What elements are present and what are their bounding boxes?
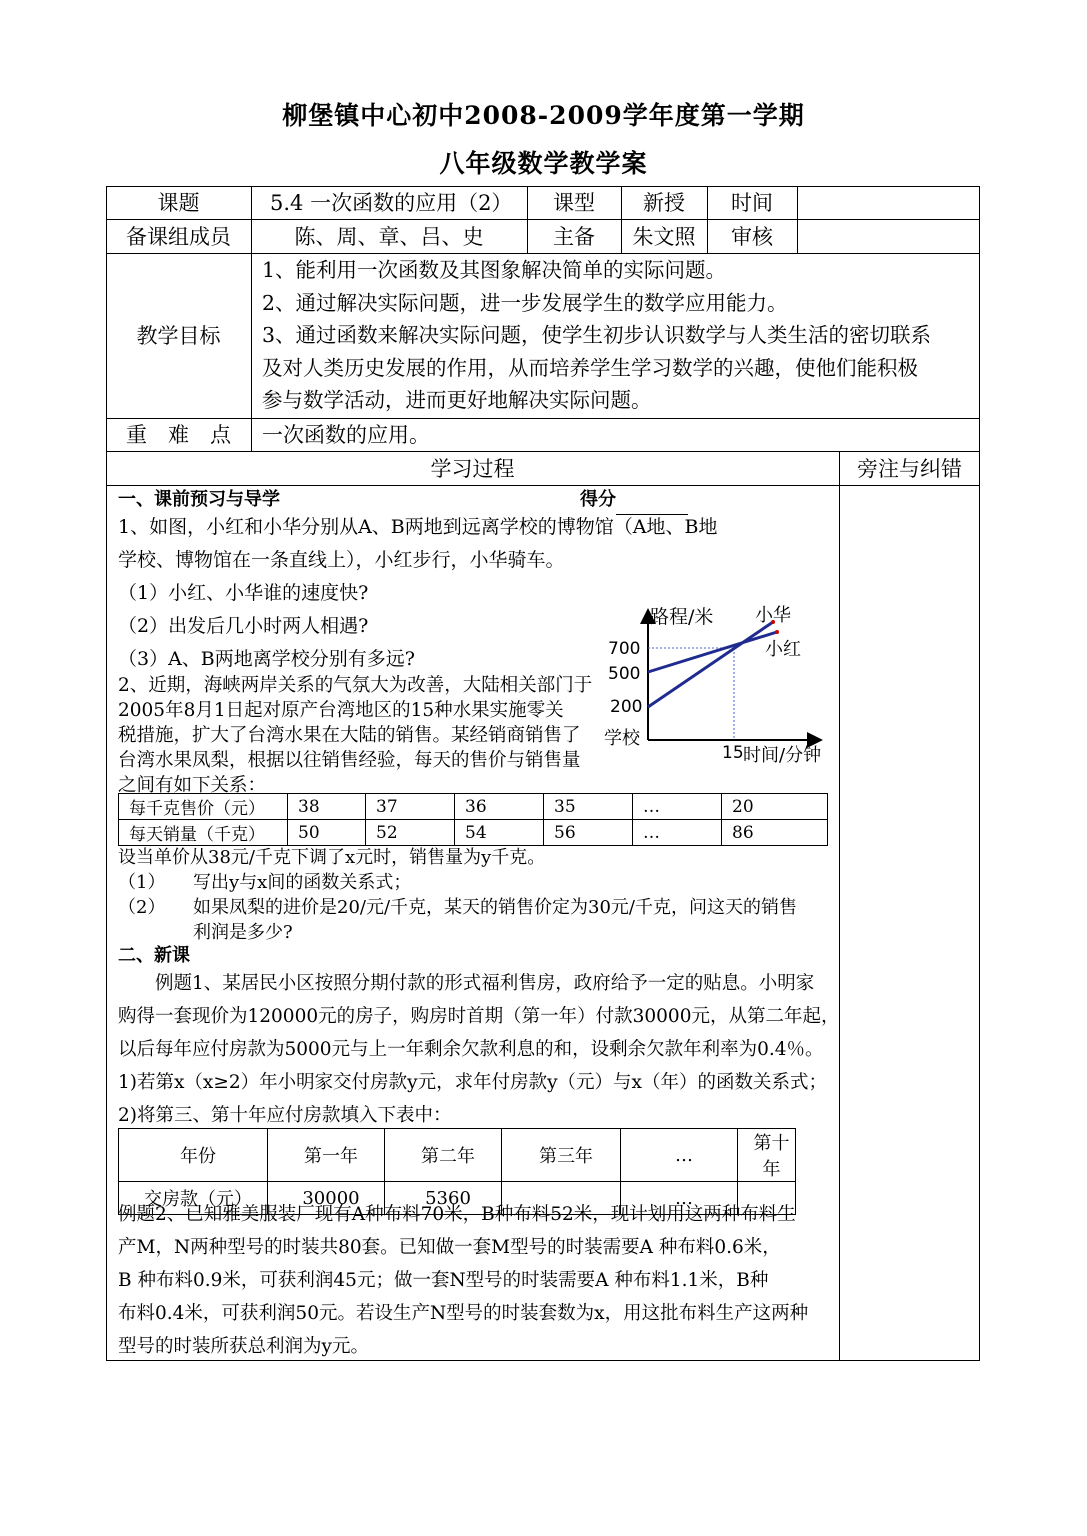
section2-title: 二、新课 <box>118 945 190 966</box>
goal-line: 参与数学活动，进而更好地解决实际问题。 <box>262 388 652 412</box>
ex2-line: 产M，N两种型号的时装共80套。已知做一套M型号的时装需要A 种布料0.6米， <box>118 1237 781 1258</box>
table-row <box>119 1129 796 1182</box>
y-tick-label: 500 <box>608 664 641 684</box>
table-cell: 86 <box>722 820 828 846</box>
q1-line: （1）小红、小华谁的速度快? <box>118 582 369 604</box>
goal-line: 3、通过函数来解决实际问题，使学生初步认识数学与人类生活的密切联系 <box>262 323 932 347</box>
x-axis-label: 时间/分钟 <box>743 745 822 766</box>
q2-sub2-line: 利润是多少? <box>193 922 293 943</box>
lead-label: 主备 <box>553 225 595 249</box>
y-axis-label: 路程/米 <box>650 606 714 628</box>
group-value: 陈、周、章、吕、史 <box>294 225 484 249</box>
divider <box>797 186 798 253</box>
q1-line: 1、如图，小红和小华分别从A、B两地到远离学校的博物馆（A地、B地 <box>118 516 718 538</box>
ex2-line: B 种布料0.9米，可获利润45元；做一套N型号的时装需要A 种布料1.1米，B种 <box>118 1270 769 1291</box>
distance-time-graph <box>600 598 840 770</box>
series-label-xiaohong: 小红 <box>765 639 801 660</box>
q1-line: （3）A、B两地离学校分别有多远? <box>118 648 415 670</box>
table-cell: 52 <box>366 820 455 846</box>
table-cell: 35 <box>544 794 633 820</box>
goal-line: 1、能利用一次函数及其图象解决简单的实际问题。 <box>262 258 727 282</box>
type-value: 新授 <box>643 191 685 215</box>
example1 <box>118 967 839 1132</box>
q2-sub1: 写出y与x间的函数关系式； <box>193 872 412 893</box>
ex1-line: 购得一套现价为120000元的房子，购房时首期（第一年）付款30000元，从第二年起， <box>118 1006 840 1027</box>
series-label-xiaohua: 小华 <box>755 605 791 626</box>
ex2-line: 型号的时装所获总利润为y元。 <box>118 1336 369 1357</box>
table-cell: 第三年 <box>502 1129 621 1182</box>
topic-label: 课题 <box>157 191 200 215</box>
table-cell: 5360 <box>385 1182 502 1215</box>
table-cell: 20 <box>722 794 828 820</box>
table-cell: 第一年 <box>268 1129 385 1182</box>
table-cell: 年份 <box>119 1129 268 1182</box>
document-title: 柳堡镇中心初中2008-2009学年度第一学期 <box>282 101 805 130</box>
group-label: 备课组成员 <box>126 225 231 249</box>
table-cell: … <box>633 820 722 846</box>
side-notes-header: 旁注与纠错 <box>857 457 962 481</box>
table-row <box>119 794 828 820</box>
price-sales-table <box>118 793 828 846</box>
y-tick-label: 200 <box>610 697 643 717</box>
goals-list <box>262 254 931 417</box>
q2-line: 2、近期，海峡两岸关系的气氛大为改善，大陆相关部门于 <box>118 675 593 696</box>
example2 <box>118 1198 808 1363</box>
score-label: 得分 <box>580 489 616 510</box>
topic-value: 5.4 一次函数的应用（2） <box>270 191 513 215</box>
series-line-xiaohong <box>648 632 777 672</box>
table-cell: … <box>633 794 722 820</box>
table-cell: 交房款（元） <box>119 1182 268 1215</box>
table-cell: 38 <box>288 794 366 820</box>
y-tick-label: 700 <box>608 639 641 659</box>
q2-line: 2005年8月1日起对原产台湾地区的15种水果实施零关 <box>118 700 564 721</box>
key-label: 重 难 点 <box>126 423 231 447</box>
goals-label: 教学目标 <box>136 324 221 348</box>
lead-value: 朱文照 <box>632 225 696 249</box>
question2 <box>118 673 592 798</box>
ex2-line: 例题2、已知雅美服装厂现有A种布料70米，B种布料52米，现计划用这两种布料生 <box>118 1204 796 1225</box>
time-label: 时间 <box>731 191 773 215</box>
q2-line: 之间有如下关系： <box>118 775 267 796</box>
document-subtitle: 八年级数学教学案 <box>439 149 648 178</box>
table-cell: 36 <box>455 794 544 820</box>
table-cell: 37 <box>366 794 455 820</box>
table-cell: 每天销量（千克） <box>119 820 288 846</box>
table-cell: 50 <box>288 820 366 846</box>
table-cell: … <box>621 1129 738 1182</box>
ex1-line: 以后每年应付房款为5000元与上一年剩余欠款利息的和，设剩余欠款年利率为0.4％。 <box>118 1039 824 1060</box>
table-cell: … <box>621 1182 738 1215</box>
q2-line: 税措施，扩大了台湾水果在大陆的销售。某经销商销售了 <box>118 725 581 746</box>
process-header: 学习过程 <box>430 457 515 481</box>
table-cell: 每千克售价（元） <box>119 794 288 820</box>
goal-line: 及对人类历史发展的作用，从而培养学生学习数学的兴趣，使他们能积极 <box>262 355 918 380</box>
ex1-line: 例题1、某居民小区按照分期付款的形式福利售房，政府给予一定的贴息。小明家 <box>118 973 815 994</box>
q1-line: （2）出发后几小时两人相遇? <box>118 615 369 637</box>
q2-sub2-line: 如果凤梨的进价是20/元/千克，某天的销售价定为30元/千克，问这天的销售 <box>193 897 797 918</box>
series-line-xiaohua <box>648 622 773 707</box>
end-point <box>775 630 779 634</box>
q2-condition: 设当单价从38元/千克下调了x元时，销售量为y千克。 <box>118 847 546 868</box>
table-cell: 30000 <box>268 1182 385 1215</box>
table-cell: 54 <box>455 820 544 846</box>
divider <box>839 451 840 1361</box>
goal-line: 2、通过解决实际问题，进一步发展学生的数学应用能力。 <box>262 290 788 315</box>
q2-sub2-num: （2） <box>118 897 166 918</box>
q2-line: 台湾水果凤梨，根据以往销售经验，每天的售价与销售量 <box>118 750 581 771</box>
q2-sub2 <box>193 895 797 945</box>
ex1-line: 1)若第x（x≥2）年小明家交付房款y元，求年付房款y（元）与x（年）的函数关系式； <box>118 1072 827 1093</box>
q2-sub1-num: （1） <box>118 872 166 893</box>
review-label: 审核 <box>731 225 773 249</box>
table-cell: 56 <box>544 820 633 846</box>
origin-label: 学校 <box>604 728 640 749</box>
q1-line: 学校、博物馆在一条直线上），小红步行，小华骑车。 <box>118 549 565 571</box>
ex1-line: 2)将第三、第十年应付房款填入下表中： <box>118 1105 452 1126</box>
x-tick-label: 15 <box>722 743 744 763</box>
table-row <box>119 820 828 846</box>
table-cell: 第十年 <box>738 1129 796 1182</box>
key-value: 一次函数的应用。 <box>262 423 430 447</box>
ex2-line: 布料0.4米，可获利润50元。若设生产N型号的时装套数为x，用这批布料生产这两种 <box>118 1303 809 1324</box>
table-cell: 第二年 <box>385 1129 502 1182</box>
type-label: 课型 <box>553 191 595 215</box>
section1-title: 一、课前预习与导学 <box>118 489 280 510</box>
